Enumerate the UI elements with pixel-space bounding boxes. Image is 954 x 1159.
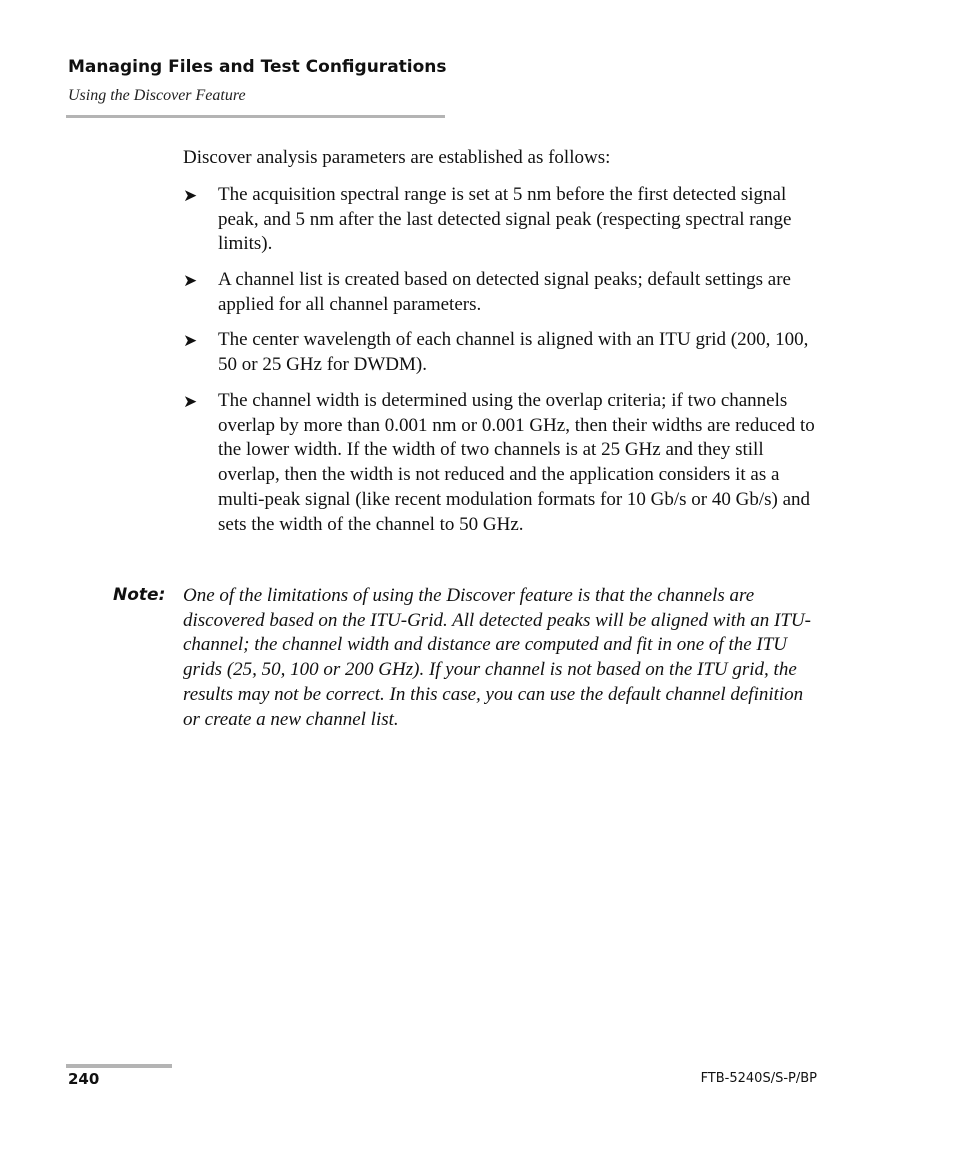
chapter-title: Managing Files and Test Configurations [68, 57, 447, 77]
arrow-bullet-icon: ➤ [183, 186, 198, 206]
section-subtitle: Using the Discover Feature [68, 87, 246, 104]
page-number: 240 [68, 1070, 100, 1088]
list-item-text: The acquisition spectral range is set at 5 nm before the first detected signal peak, and 5 nm after the last detected signal peak (respecting spectral range limits). [218, 184, 792, 255]
arrow-bullet-icon: ➤ [183, 331, 198, 351]
list-item [183, 268, 823, 317]
list-item [183, 389, 823, 537]
list-item [183, 183, 823, 257]
intro-paragraph: Discover analysis parameters are established as follows: [183, 147, 611, 168]
list-item-text: The channel width is determined using the overlap criteria; if two channels overlap by more than 0.001 nm or 0.001 GHz, then their widths are reduced to the lower width. If the width of two channels is at 25 GHz and they still overlap, then the width is not reduced and the application considers it as a multi-peak signal (like recent modulation formats for 10 Gb/s or 40 Gb/s) and sets the width of the channel to 50 GHz. [218, 390, 815, 535]
list-item [183, 328, 823, 377]
header-divider [66, 115, 445, 118]
note-label: Note: [113, 585, 166, 605]
document-code: FTB-5240S/S-P/BP [700, 1071, 817, 1086]
note-text: One of the limitations of using the Discover feature is that the channels are discovered based on the ITU-Grid. All detected peaks will be aligned with an ITU-channel; the channel width and distance are computed and fit in one of the ITU grids (25, 50, 100 or 200 GHz). If your channel is not based on the ITU grid, the results may not be correct. In this case, you can use the default channel definition or create a new channel list. [183, 585, 811, 730]
list-item-text: A channel list is created based on detected signal peaks; default settings are applied for all channel parameters. [218, 269, 791, 315]
footer-divider [66, 1064, 172, 1068]
arrow-bullet-icon: ➤ [183, 392, 198, 412]
list-item-text: The center wavelength of each channel is aligned with an ITU grid (200, 100, 50 or 25 GHz for DWDM). [218, 329, 809, 375]
arrow-bullet-icon: ➤ [183, 271, 198, 291]
